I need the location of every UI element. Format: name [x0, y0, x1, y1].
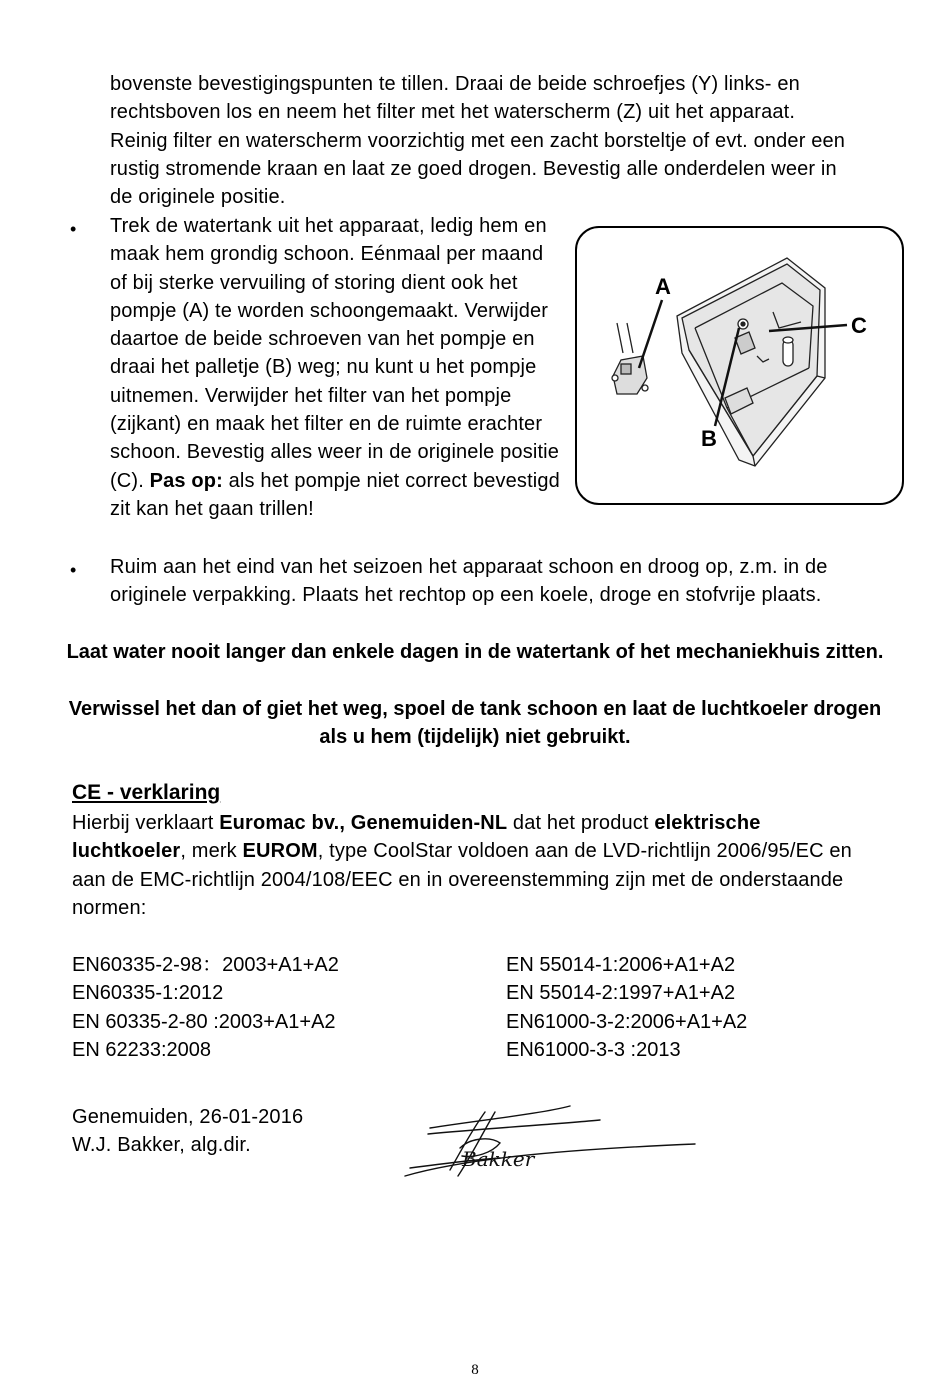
norm-item: EN60335-1:2012: [72, 982, 224, 1005]
place-date: Genemuiden, 26-01-2016: [72, 1106, 304, 1128]
label-a: A: [655, 274, 671, 299]
ce-heading: CE - verklaring: [72, 781, 221, 804]
label-b: B: [701, 426, 717, 451]
bullet-paragraph-storage: Ruim aan het eind van het seizoen het apparaat schoon en droog op, z.m. in de originele verpakking. Plaats het rechtop op een koele, droge en stofvrije plaats.: [110, 556, 828, 607]
company-name: Euromac bv., Genemuiden-NL: [219, 812, 508, 834]
watertank-pump-illustration: [577, 228, 904, 505]
norm-item: EN 60335-2-80 :2003+A1+A2: [72, 1010, 336, 1033]
norm-item: EN61000-3-3 :2013: [506, 1038, 681, 1061]
warning-text-1: Laat water nooit langer dan enkele dagen in de watertank of het mechaniekhuis zitten.: [66, 641, 884, 663]
norm-item: EN 55014-1:2006+A1+A2: [506, 954, 736, 976]
bullet1-text-after: als het pompje niet correct bevestigd zit kan het gaan trillen!: [110, 469, 560, 520]
signatory: W.J. Bakker, alg.dir.: [72, 1134, 251, 1156]
norms-left-list: [72, 951, 339, 1064]
ce-text-part: Hierbij verklaart: [72, 812, 220, 834]
norm-item: EN60335-2-98：2003+A1+A2: [72, 954, 339, 976]
bullet1-text: Trek de watertank uit het apparaat, ledig hem en maak hem grondig schoon. Eénmaal per maand of bij sterke vervuiling of storing dient ook het pompje (A) te worden schoongemaakt. Verwijder daartoe de beide schroeven van het pompje en draai het palletje (B) weg; nu kunt u het pompje uitnemen. Verwijder het filter van het pompje (zijkant) en maak het filter en de ruimte erachter schoon. Bevestig alles weer in de originele positie (C).: [110, 215, 560, 492]
norm-item: EN61000-3-2:2006+A1+A2: [506, 1010, 748, 1033]
label-c: C: [851, 313, 867, 338]
ce-declaration-text: [72, 809, 872, 922]
warning-text-2: Verwissel het dan of giet het weg, spoel de tank schoon en laat de luchtkoeler drogen als u hem (tijdelijk) niet gebruikt.: [68, 698, 882, 749]
norm-item: EN 62233:2008: [72, 1038, 212, 1061]
signature: [400, 1098, 700, 1188]
warning-label: Pas op:: [149, 469, 223, 492]
norm-item: EN 55014-2:1997+A1+A2: [506, 982, 736, 1005]
signature-scribble: [400, 1098, 700, 1183]
ce-text-part: dat het product: [507, 812, 655, 834]
brand-name: EUROM: [242, 840, 318, 863]
signature-text: Bakker: [462, 1147, 535, 1171]
bullet-marker: •: [70, 219, 77, 239]
product-name: elektrische luchtkoeler: [72, 812, 761, 863]
intro-paragraph: bovenste bevestigingspunten te tillen. Draai de beide schroefjes (Y) links- en rechtsboven los en neem het filter met het waterscherm (Z) uit het apparaat. Reinig filter en waterscherm voorzichtig met een zacht borsteltje of evt. onder een rustig stromende kraan en laat ze goed drogen. Bevestig alle onderdelen weer in de originele positie.: [110, 73, 846, 209]
bullet-paragraph-watertank: [110, 212, 560, 523]
ce-text-part: , merk: [180, 840, 243, 863]
ce-text-part: , type CoolStar voldoen aan de LVD-richtlijn 2006/95/EC en aan de EMC-richtlijn 2004/108/EEC en in overeenstemming zijn met de onderstaande normen:: [72, 840, 852, 919]
bullet-marker: •: [70, 560, 77, 580]
page-number: 8: [471, 1362, 479, 1378]
pump-diagram: [575, 226, 904, 505]
norms-right-list: [506, 951, 747, 1064]
